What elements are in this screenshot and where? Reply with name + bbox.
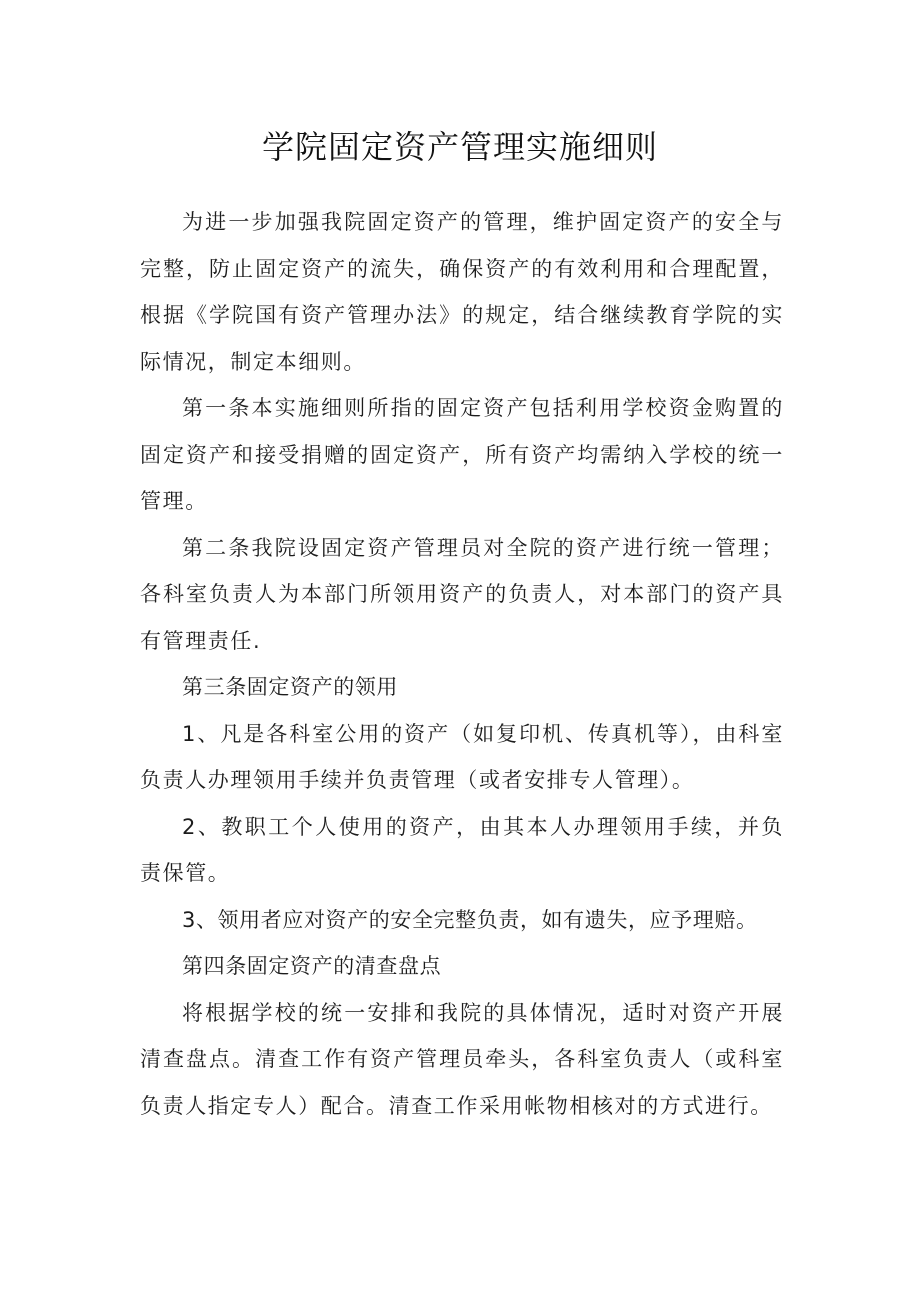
article-2-paragraph: 第二条我院设固定资产管理员对全院的资产进行统一管理；各科室负责人为本部门所领用资产的负责人，对本部门的资产具有管理责任. <box>140 535 784 653</box>
article-4-paragraph: 将根据学校的统一安排和我院的具体情况，适时对资产开展清查盘点。清查工作有资产管理员牵头，各科室负责人（或科室负责人指定专人）配合。清查工作采用帐物相核对的方式进行。 <box>140 1000 784 1118</box>
intro-paragraph: 为进一步加强我院固定资产的管理，维护固定资产的安全与完整，防止固定资产的流失，确保资产的有效利用和合理配置，根据《学院国有资产管理办法》的规定，结合继续教育学院的实际情况，制定本细则。 <box>140 210 784 374</box>
article-3-item-3: 3、领用者应对资产的安全完整负责，如有遗失，应予理赔。 <box>182 907 758 932</box>
document-title: 学院固定资产管理实施细则 <box>261 128 658 166</box>
article-3-heading: 第三条固定资产的领用 <box>182 675 398 699</box>
article-4-heading: 第四条固定资产的清查盘点 <box>182 954 442 978</box>
document-body <box>140 199 784 1129</box>
article-3-item-2: 2、教职工个人使用的资产，由其本人办理领用手续，并负责保管。 <box>140 814 784 885</box>
article-3-item-1: 1、凡是各科室公用的资产（如复印机、传真机等），由科室负责人办理领用手续并负责管理（或者安排专人管理）。 <box>140 721 784 792</box>
article-1-paragraph: 第一条本实施细则所指的固定资产包括利用学校资金购置的固定资产和接受捐赠的固定资产，所有资产均需纳入学校的统一管理。 <box>140 396 784 513</box>
